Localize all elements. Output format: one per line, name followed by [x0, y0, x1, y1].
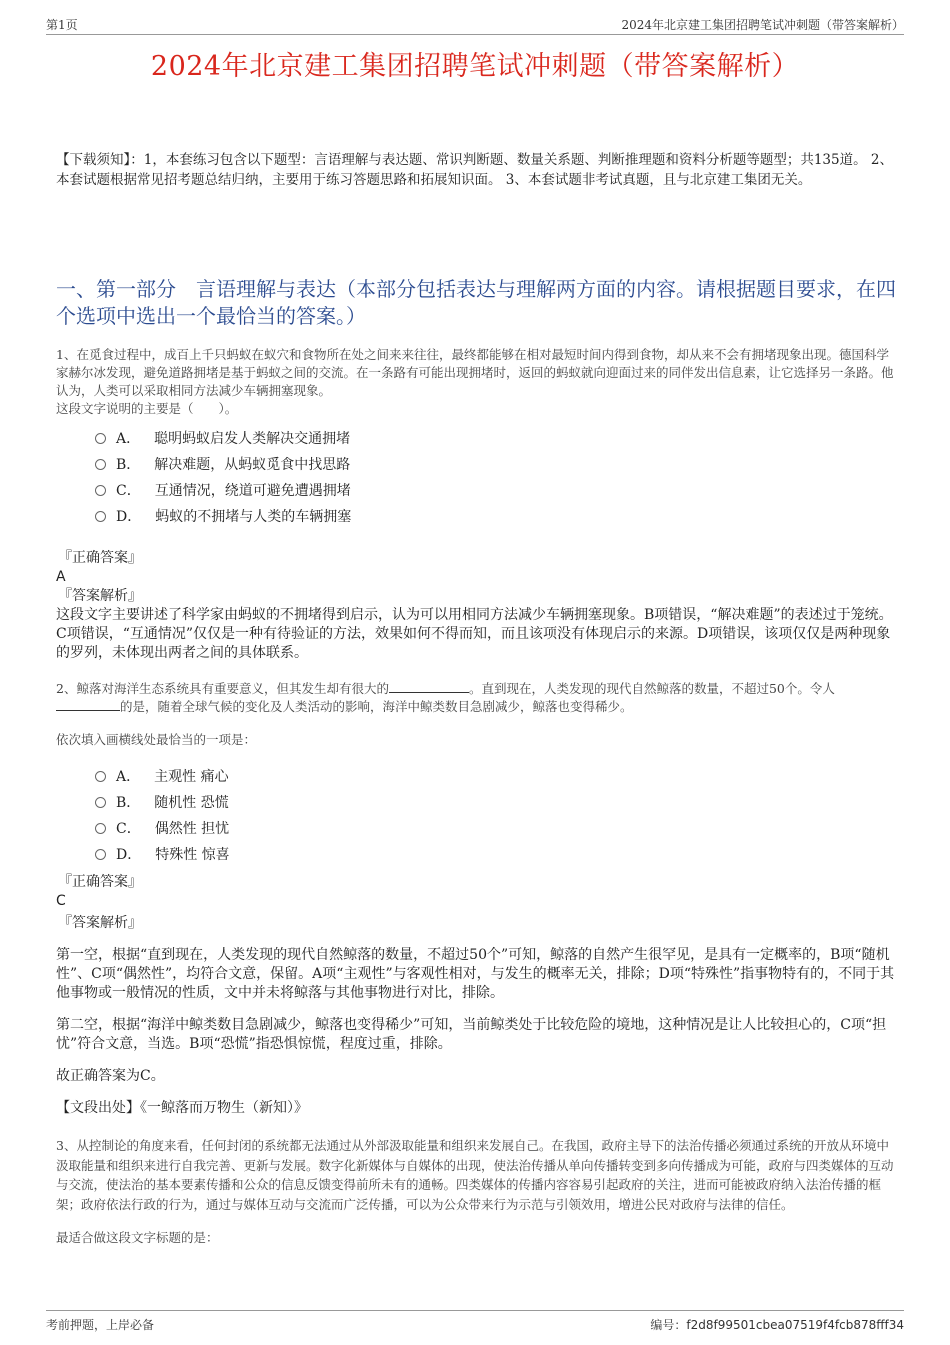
radio-icon[interactable] [95, 485, 106, 496]
question-2-prompt: 依次填入画横线处最恰当的一项是： [56, 732, 257, 747]
radio-icon[interactable] [95, 823, 106, 834]
radio-icon[interactable] [95, 511, 106, 522]
option-d[interactable]: D． 蚂蚁的不拥堵与人类的车辆拥塞 [95, 504, 351, 530]
answer-tag: 『正确答案』 [58, 874, 142, 890]
question-1-stem: 1、在觅食过程中，成百上千只蚂蚁在蚁穴和食物所在处之间来来往往，最终都能够在相对最短时间内得到食物，却从来不会有拥堵现象出现。德国科学家赫尔冰发现，避免道路拥堵是基于蚂蚁之间的交流。在一条路有可能出现拥堵时，返回的蚂蚁就向迎面过来的同伴发出信息素，让它选择另一条路。他认为，人类可以采取相同方法减少车辆拥塞现象。 这段文字说明的主要是（ ）。 [56, 346, 898, 418]
analysis-paragraph-2: 第二空，根据“海洋中鲸类数目急剧减少，鲸落也变得稀少”可知，当前鲸类处于比较危险的境地，这种情况是让人比较担心的，C项“担忧”符合文意，当选。B项“恐慌”指恐惧惊慌，程度过重，排除。 [56, 1017, 887, 1052]
page-header [46, 14, 904, 35]
question-3-stem: 3、从控制论的角度来看，任何封闭的系统都无法通过从外部汲取能量和组织来发展自己。在我国，政府主导下的法治传播必须通过系统的开放从环境中汲取能量和组织来进行自我完善、更新与发展。数字化新媒体与自媒体的出现，使法治传播从单向传播转变到多向传播成为可能，政府与四类媒体的互动与交流，使法治的基本要素传播和公众的信息反馈变得前所未有的通畅。四类媒体的传播内容容易引起政府的关注，进而可能被政府纳入法治传播的框架；政府依法行政的行为，通过与媒体互动与交流而广泛传播，可以为公众带来行为示范与引领效用，增进公民对政府与法律的信任。 最适合做这段文字标题的是： [56, 1136, 898, 1248]
header-doc-title: 2024年北京建工集团招聘笔试冲刺题（带答案解析） [621, 18, 904, 32]
radio-icon[interactable] [95, 797, 106, 808]
question-2-answer-block [56, 873, 898, 1118]
document-title: 2024年北京建工集团招聘笔试冲刺题（带答案解析） [150, 51, 800, 82]
radio-icon[interactable] [95, 849, 106, 860]
option-c[interactable]: C． 偶然性 担忧 [95, 816, 230, 842]
correct-answer: C [56, 893, 66, 909]
question-1-answer-block [56, 549, 898, 663]
question-2-stem: 2、鲸落对海洋生态系统具有重要意义，但其发生却有很大的 。直到现在，人类发现的现代自然鲸落的数量，不超过50个。令人的是，随着全球气候的变化及人类活动的影响，海洋中鲸类数目急剧减少，鲸落也变得稀少。 依次填入画横线处最恰当的一项是： [56, 680, 898, 749]
question-2-options [95, 764, 230, 868]
analysis-paragraph-1: 第一空，根据“直到现在，人类发现的现代自然鲸落的数量，不超过50个”可知，鲸落的自然产生很罕见，是具有一定概率的，B项“随机性”、C项“偶然性”，均符合文意，保留。A项“主观性”与客观性相对，与发生的概率无关，排除；D项“特殊性”指事物特有的，不同于其他事物或一般情况的性质，文中并未将鲸落与其他事物进行对比，排除。 [56, 947, 895, 1001]
document-id: 编号：f2d8f99501cbea07519f4fcb878fff34 [650, 1318, 904, 1332]
analysis-conclusion: 故正确答案为C。 [56, 1068, 165, 1084]
fill-blank-2 [56, 698, 120, 711]
section-heading: 一、第一部分 言语理解与表达（本部分包括表达与理解两方面的内容。请根据题目要求，在四个选项中选出一个最恰当的答案。） [56, 277, 896, 328]
fill-blank-1 [389, 680, 469, 693]
answer-tag: 『正确答案』 [58, 550, 142, 566]
question-3-prompt: 最适合做这段文字标题的是： [56, 1230, 219, 1245]
option-b[interactable]: B． 随机性 恐慌 [95, 790, 230, 816]
analysis-tag: 『答案解析』 [58, 588, 142, 604]
option-a[interactable]: A． 主观性 痛心 [95, 764, 230, 790]
source-citation: 【文段出处】《一鲸落而万物生（新知）》 [56, 1100, 308, 1116]
page-footer [46, 1310, 904, 1335]
answer-analysis: 这段文字主要讲述了科学家由蚂蚁的不拥堵得到启示，认为可以用相同方法减少车辆拥塞现象。B项错误，“解决难题”的表述过于笼统。C项错误，“互通情况”仅仅是一种有待验证的方法，效果如何不得而知，而且该项没有体现启示的来源。D项错误，该项仅仅是两种现象的罗列，未体现出两者之间的具体联系。 [56, 607, 893, 661]
option-d[interactable]: D． 特殊性 惊喜 [95, 842, 230, 868]
page-number: 第1页 [46, 18, 78, 32]
radio-icon[interactable] [95, 459, 106, 470]
option-a[interactable]: A． 聪明蚂蚁启发人类解决交通拥堵 [95, 426, 351, 452]
footer-slogan: 考前押题，上岸必备 [46, 1318, 155, 1332]
question-1-prompt: 这段文字说明的主要是（ ）。 [56, 401, 238, 416]
correct-answer: A [56, 569, 66, 585]
analysis-tag: 『答案解析』 [58, 915, 142, 931]
radio-icon[interactable] [95, 771, 106, 782]
radio-icon[interactable] [95, 433, 106, 444]
question-1-options [95, 426, 351, 530]
option-c[interactable]: C． 互通情况，绕道可避免遭遇拥堵 [95, 478, 351, 504]
download-notice: 【下载须知】：1，本套练习包含以下题型：言语理解与表达题、常识判断题、数量关系题、判断推理题和资料分析题等题型；共135道。 2、本套试题根据常见招考题总结归纳，主要用于练习答题思路和拓展知识面。 3、本套试题非考试真题，且与北京建工集团无关。 [56, 152, 893, 188]
option-b[interactable]: B． 解决难题，从蚂蚁觅食中找思路 [95, 452, 351, 478]
